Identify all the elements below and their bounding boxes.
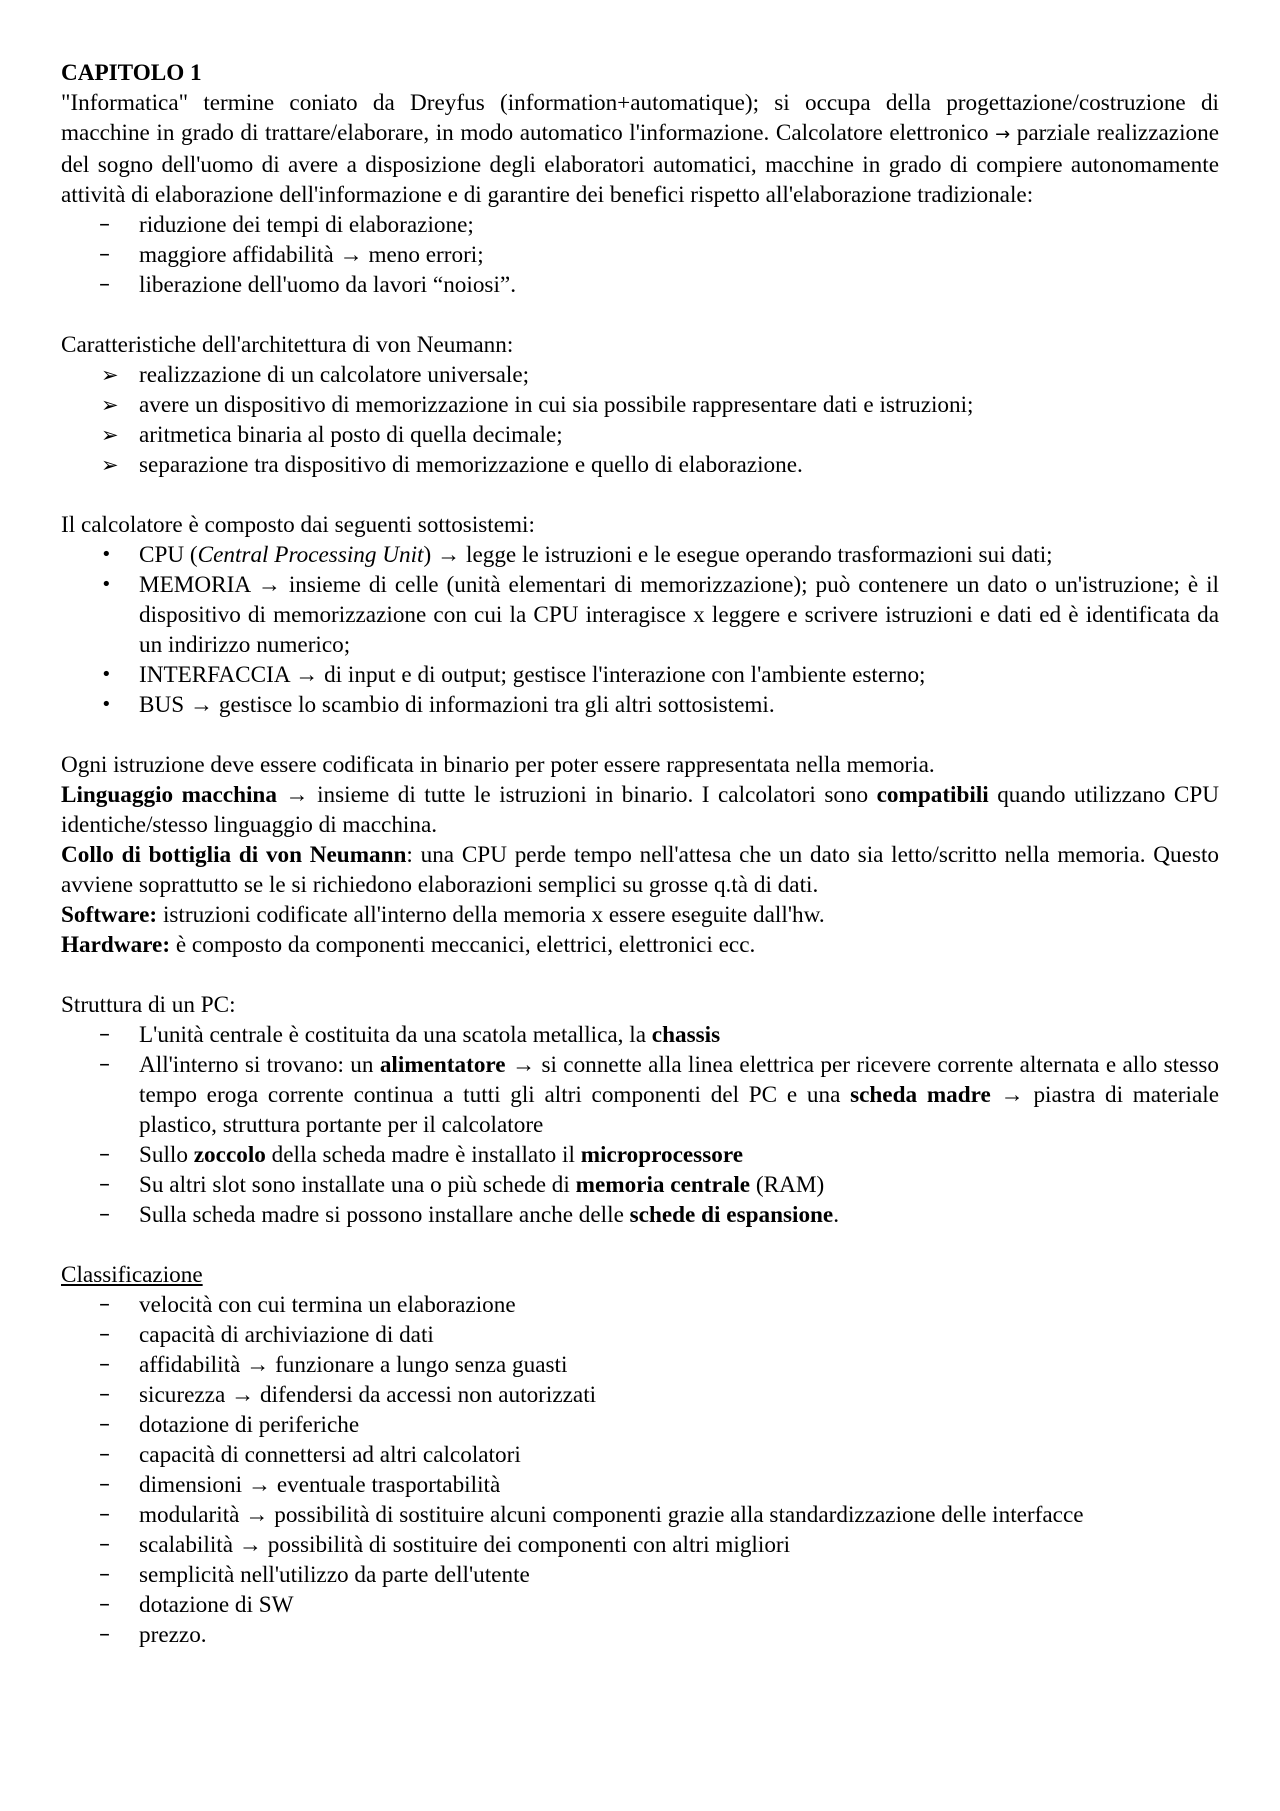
dash-icon: – [99,1442,110,1467]
bullet-icon: • [101,544,112,565]
list-item: ➢ realizzazione di un calcolatore universale; [101,362,530,388]
list-item: – L'unità centrale è costituita da una scatola metallica, la chassis [99,1022,721,1048]
dash-icon: – [99,1622,110,1647]
list-item: • CPU (Central Processing Unit) → legge le istruzioni e le esegue operando trasformazioni sui dati; [101,542,1053,568]
pc-structure-heading: Struttura di un PC: [61,992,236,1018]
bullet-icon: • [101,664,112,685]
dash-icon: – [99,1322,110,1347]
dash-icon: – [99,1202,110,1227]
list-item: – velocità con cui termina un elaborazione [99,1292,516,1318]
list-item: – Sulla scheda madre si possono installare anche delle schede di espansione. [99,1202,840,1228]
von-neumann-heading: Caratteristiche dell'architettura di von Neumann: [61,332,514,358]
list-item: • BUS → gestisce lo scambio di informazioni tra gli altri sottosistemi. [101,692,775,718]
list-item: – prezzo. [99,1622,207,1648]
dash-icon: – [99,1412,110,1437]
list-item: – dotazione di SW [99,1592,294,1618]
intro-paragraph [61,88,1219,210]
classification-heading: Classificazione [61,1262,203,1288]
intro-text-1: "Informatica" termine coniato da Dreyfus (information+automatique); si occupa della progettazione/costruzione di macchine in grado di trattare/elaborare, in modo automatico l'informazione. Calcolatore elettronico [61,90,1219,146]
dash-icon: – [99,1532,110,1557]
list-item: – dimensioni → eventuale trasportabilità [99,1472,501,1498]
list-item: ➢ aritmetica binaria al posto di quella decimale; [101,422,563,448]
dash-icon: – [99,272,110,297]
list-item: – sicurezza → difendersi da accessi non autorizzati [99,1382,597,1408]
list-item: – liberazione dell'uomo da lavori “noiosi”. [99,272,516,298]
list-item: • MEMORIA → insieme di celle (unità elementari di memorizzazione); può contenere un dato o un'istruzione; è il dispositivo di memorizzazione con cui la CPU interagisce x leggere e scrivere istruzioni e dati ed è identificata da un indirizzo numerico; [101,572,1219,658]
list-item: • INTERFACCIA → di input e di output; gestisce l'interazione con l'ambiente esterno; [101,662,926,688]
arrowhead-bullet-icon: ➢ [101,393,119,417]
collo-definition: Collo di bottiglia di von Neumann: una CPU perde tempo nell'attesa che un dato sia letto/scritto nella memoria. Questo avviene soprattutto se le si richiedono elaborazioni semplici su grosse q.tà di dati. [61,842,1219,898]
list-item: ➢ avere un dispositivo di memorizzazione in cui sia possibile rappresentare dati e istruzioni; [101,392,974,418]
von-neumann-list [61,360,1219,480]
list-item: – riduzione dei tempi di elaborazione; [99,212,474,238]
dash-icon: – [99,1352,110,1377]
dash-icon: – [99,1292,110,1317]
subsystems-list [61,540,1219,720]
list-item: – modularità → possibilità di sostituire alcuni componenti grazie alla standardizzazione delle interfacce [99,1502,1084,1528]
dash-icon: – [99,212,110,237]
benefits-list [61,210,1219,300]
right-arrow-icon: → [995,124,1011,145]
list-item: – semplicità nell'utilizzo da parte dell'utente [99,1562,530,1588]
arrowhead-bullet-icon: ➢ [101,453,119,477]
bullet-icon: • [101,694,112,715]
dash-icon: – [99,1502,110,1527]
subsystems-heading: Il calcolatore è composto dai seguenti sottosistemi: [61,512,535,538]
dash-icon: – [99,1052,110,1077]
list-item: – Su altri slot sono installate una o più schede di memoria centrale (RAM) [99,1172,825,1198]
chapter-title: CAPITOLO 1 [61,60,202,86]
arrowhead-bullet-icon: ➢ [101,423,119,447]
dash-icon: – [99,242,110,267]
list-item: – scalabilità → possibilità di sostituire dei componenti con altri migliori [99,1532,791,1558]
software-definition: Software: istruzioni codificate all'interno della memoria x essere eseguite dall'hw. [61,902,825,928]
linguaggio-definition: Linguaggio macchina → insieme di tutte le istruzioni in binario. I calcolatori sono compatibili quando utilizzano CPU identiche/stesso linguaggio di macchina. [61,782,1219,838]
dash-icon: – [99,1592,110,1617]
bullet-icon: • [101,574,112,595]
list-item: – capacità di connettersi ad altri calcolatori [99,1442,521,1468]
dash-icon: – [99,1142,110,1167]
encoding-paragraph: Ogni istruzione deve essere codificata in binario per poter essere rappresentata nella memoria. [61,752,935,778]
list-item: ➢ separazione tra dispositivo di memorizzazione e quello di elaborazione. [101,452,803,478]
classification-list [61,1290,1219,1650]
intro-text-2: parziale realizzazione del sogno dell'uomo di avere a disposizione degli elaboratori automatici, macchine in grado di compiere autonomamente attività di elaborazione dell'informazione e di garantire dei benefici rispetto all'elaborazione tradizionale: [61,120,1219,208]
arrowhead-bullet-icon: ➢ [101,363,119,387]
dash-icon: – [99,1022,110,1047]
list-item: – capacità di archiviazione di dati [99,1322,434,1348]
list-item: – maggiore affidabilità → meno errori; [99,242,484,268]
hardware-definition: Hardware: è composto da componenti meccanici, elettrici, elettronici ecc. [61,932,756,958]
dash-icon: – [99,1382,110,1407]
dash-icon: – [99,1562,110,1587]
dash-icon: – [99,1172,110,1197]
list-item: – affidabilità → funzionare a lungo senza guasti [99,1352,568,1378]
list-item: – Sullo zoccolo della scheda madre è installato il microprocessore [99,1142,743,1168]
list-item: – All'interno si trovano: un alimentatore → si connette alla linea elettrica per ricevere corrente alternata e allo stesso tempo eroga corrente continua a tutti gli altri componenti del PC e una scheda madre → piastra di materiale plastico, struttura portante per il calcolatore [99,1052,1219,1138]
pc-structure-list [61,1020,1219,1230]
dash-icon: – [99,1472,110,1497]
list-item: – dotazione di periferiche [99,1412,360,1438]
